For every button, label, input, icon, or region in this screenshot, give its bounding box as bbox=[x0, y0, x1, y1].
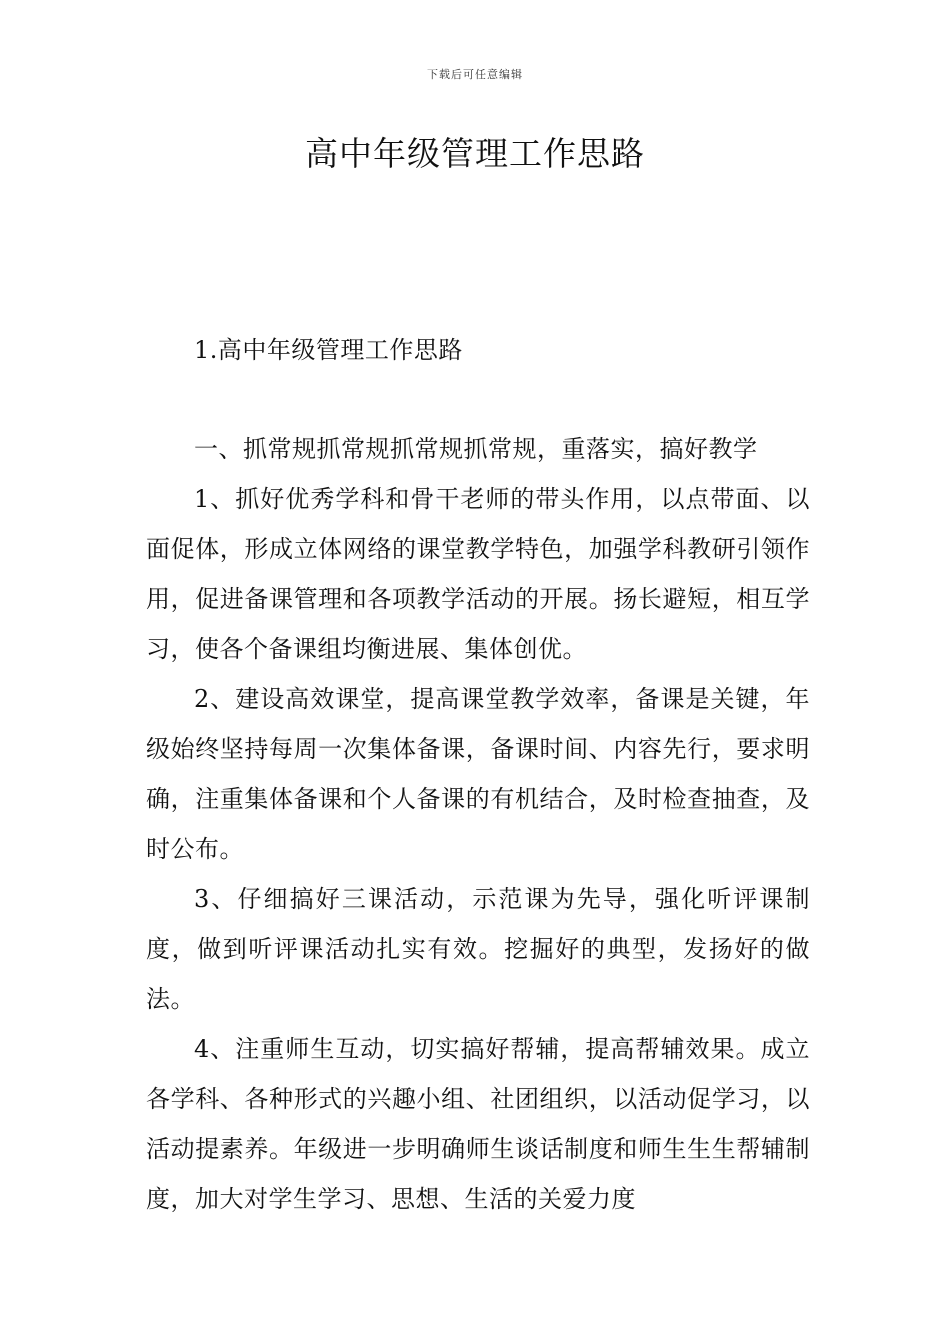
document-body bbox=[146, 424, 810, 1224]
document-title: 高中年级管理工作思路 bbox=[305, 134, 645, 173]
section-heading bbox=[146, 325, 810, 375]
paragraph-heading-1: 一、抓常规抓常规抓常规抓常规，重落实，搞好教学 bbox=[194, 435, 758, 463]
paragraph-3: 3、仔细搞好三课活动，示范课为先导，强化听评课制度，做到听评课活动扎实有效。挖掘好的典型，发扬好的做法。 bbox=[146, 885, 810, 1013]
paragraph-2: 2、建设高效课堂，提高课堂教学效率，备课是关键，年级始终坚持每周一次集体备课，备课时间、内容先行，要求明确，注重集体备课和个人备课的有机结合，及时检查抽查，及时公布。 bbox=[146, 685, 810, 863]
paragraph-1: 1、抓好优秀学科和骨干老师的带头作用，以点带面、以面促体，形成立体网络的课堂教学特色，加强学科教研引领作用，促进备课管理和各项教学活动的开展。扬长避短，相互学习，使各个备课组均衡进展、集体创优。 bbox=[146, 485, 810, 663]
paragraph-4: 4、注重师生互动，切实搞好帮辅，提高帮辅效果。成立各学科、各种形式的兴趣小组、社团组织，以活动促学习，以活动提素养。年级进一步明确师生谈话制度和师生生生帮辅制度，加大对学生学习、思想、生活的关爱力度 bbox=[146, 1035, 810, 1213]
section-heading-text: 1.高中年级管理工作思路 bbox=[194, 336, 463, 364]
header-note: 下载后可任意编辑 bbox=[427, 68, 523, 81]
